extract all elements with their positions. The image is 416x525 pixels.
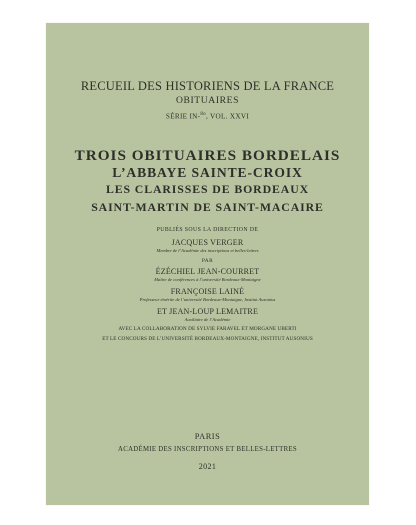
volume-prefix: SÉRIE IN- <box>165 112 201 121</box>
book-title-line-3: LES CLARISSES DE BORDEAUX <box>105 182 310 196</box>
series-volume <box>46 112 369 121</box>
series-subtitle: OBITUAIRES <box>175 95 240 106</box>
by-label: PAR <box>201 258 214 264</box>
director-role: Membre de l’Académie des inscriptions et belles-lettres <box>156 248 259 253</box>
book-title-line-1: TROIS OBITUAIRES BORDELAIS <box>74 147 341 164</box>
author-role: Professeur émérite de l’université Bordeaux-Montaigne, Institut Ausonius <box>139 297 276 302</box>
author-name: FRANÇOISE LAINÉ <box>170 287 245 296</box>
book-title-line-4: SAINT-MARTIN DE SAINT-MACAIRE <box>91 200 324 214</box>
book-title-line-2: L’ABBAYE SAINTE-CROIX <box>112 165 303 180</box>
author-role: Auxiliaire de l’Académie <box>184 317 231 322</box>
imprint-year: 2021 <box>198 462 217 471</box>
book-cover <box>46 23 369 505</box>
series-title: RECUEIL DES HISTORIENS DE LA FRANCE <box>80 79 335 93</box>
volume-exponent: 8o <box>200 112 206 117</box>
volume-suffix: , VOL. XXVI <box>205 112 250 121</box>
author-name: ET JEAN-LOUP LEMAITRE <box>156 307 259 316</box>
author-role: Maître de conférences à l’université Bordeaux-Montaigne <box>154 277 261 282</box>
imprint-publisher: ACADÉMIE DES INSCRIPTIONS ET BELLES-LETTRES <box>118 446 297 453</box>
imprint-city: PARIS <box>194 432 221 441</box>
published-under-label: PUBLIÉS SOUS LA DIRECTION DE <box>156 227 259 233</box>
author-name: ÉZÉCHIEL JEAN-COURRET <box>155 267 260 276</box>
collaboration-credit: AVEC LA COLLABORATION DE SYLVIE FARAVEL ET MORGANE UBERTI <box>118 326 297 332</box>
director-name: JACQUES VERGER <box>171 238 244 247</box>
support-credit: ET LE CONCOURS DE L’UNIVERSITÉ BORDEAUX-MONTAIGNE, INSTITUT AUSONIUS <box>102 336 313 342</box>
